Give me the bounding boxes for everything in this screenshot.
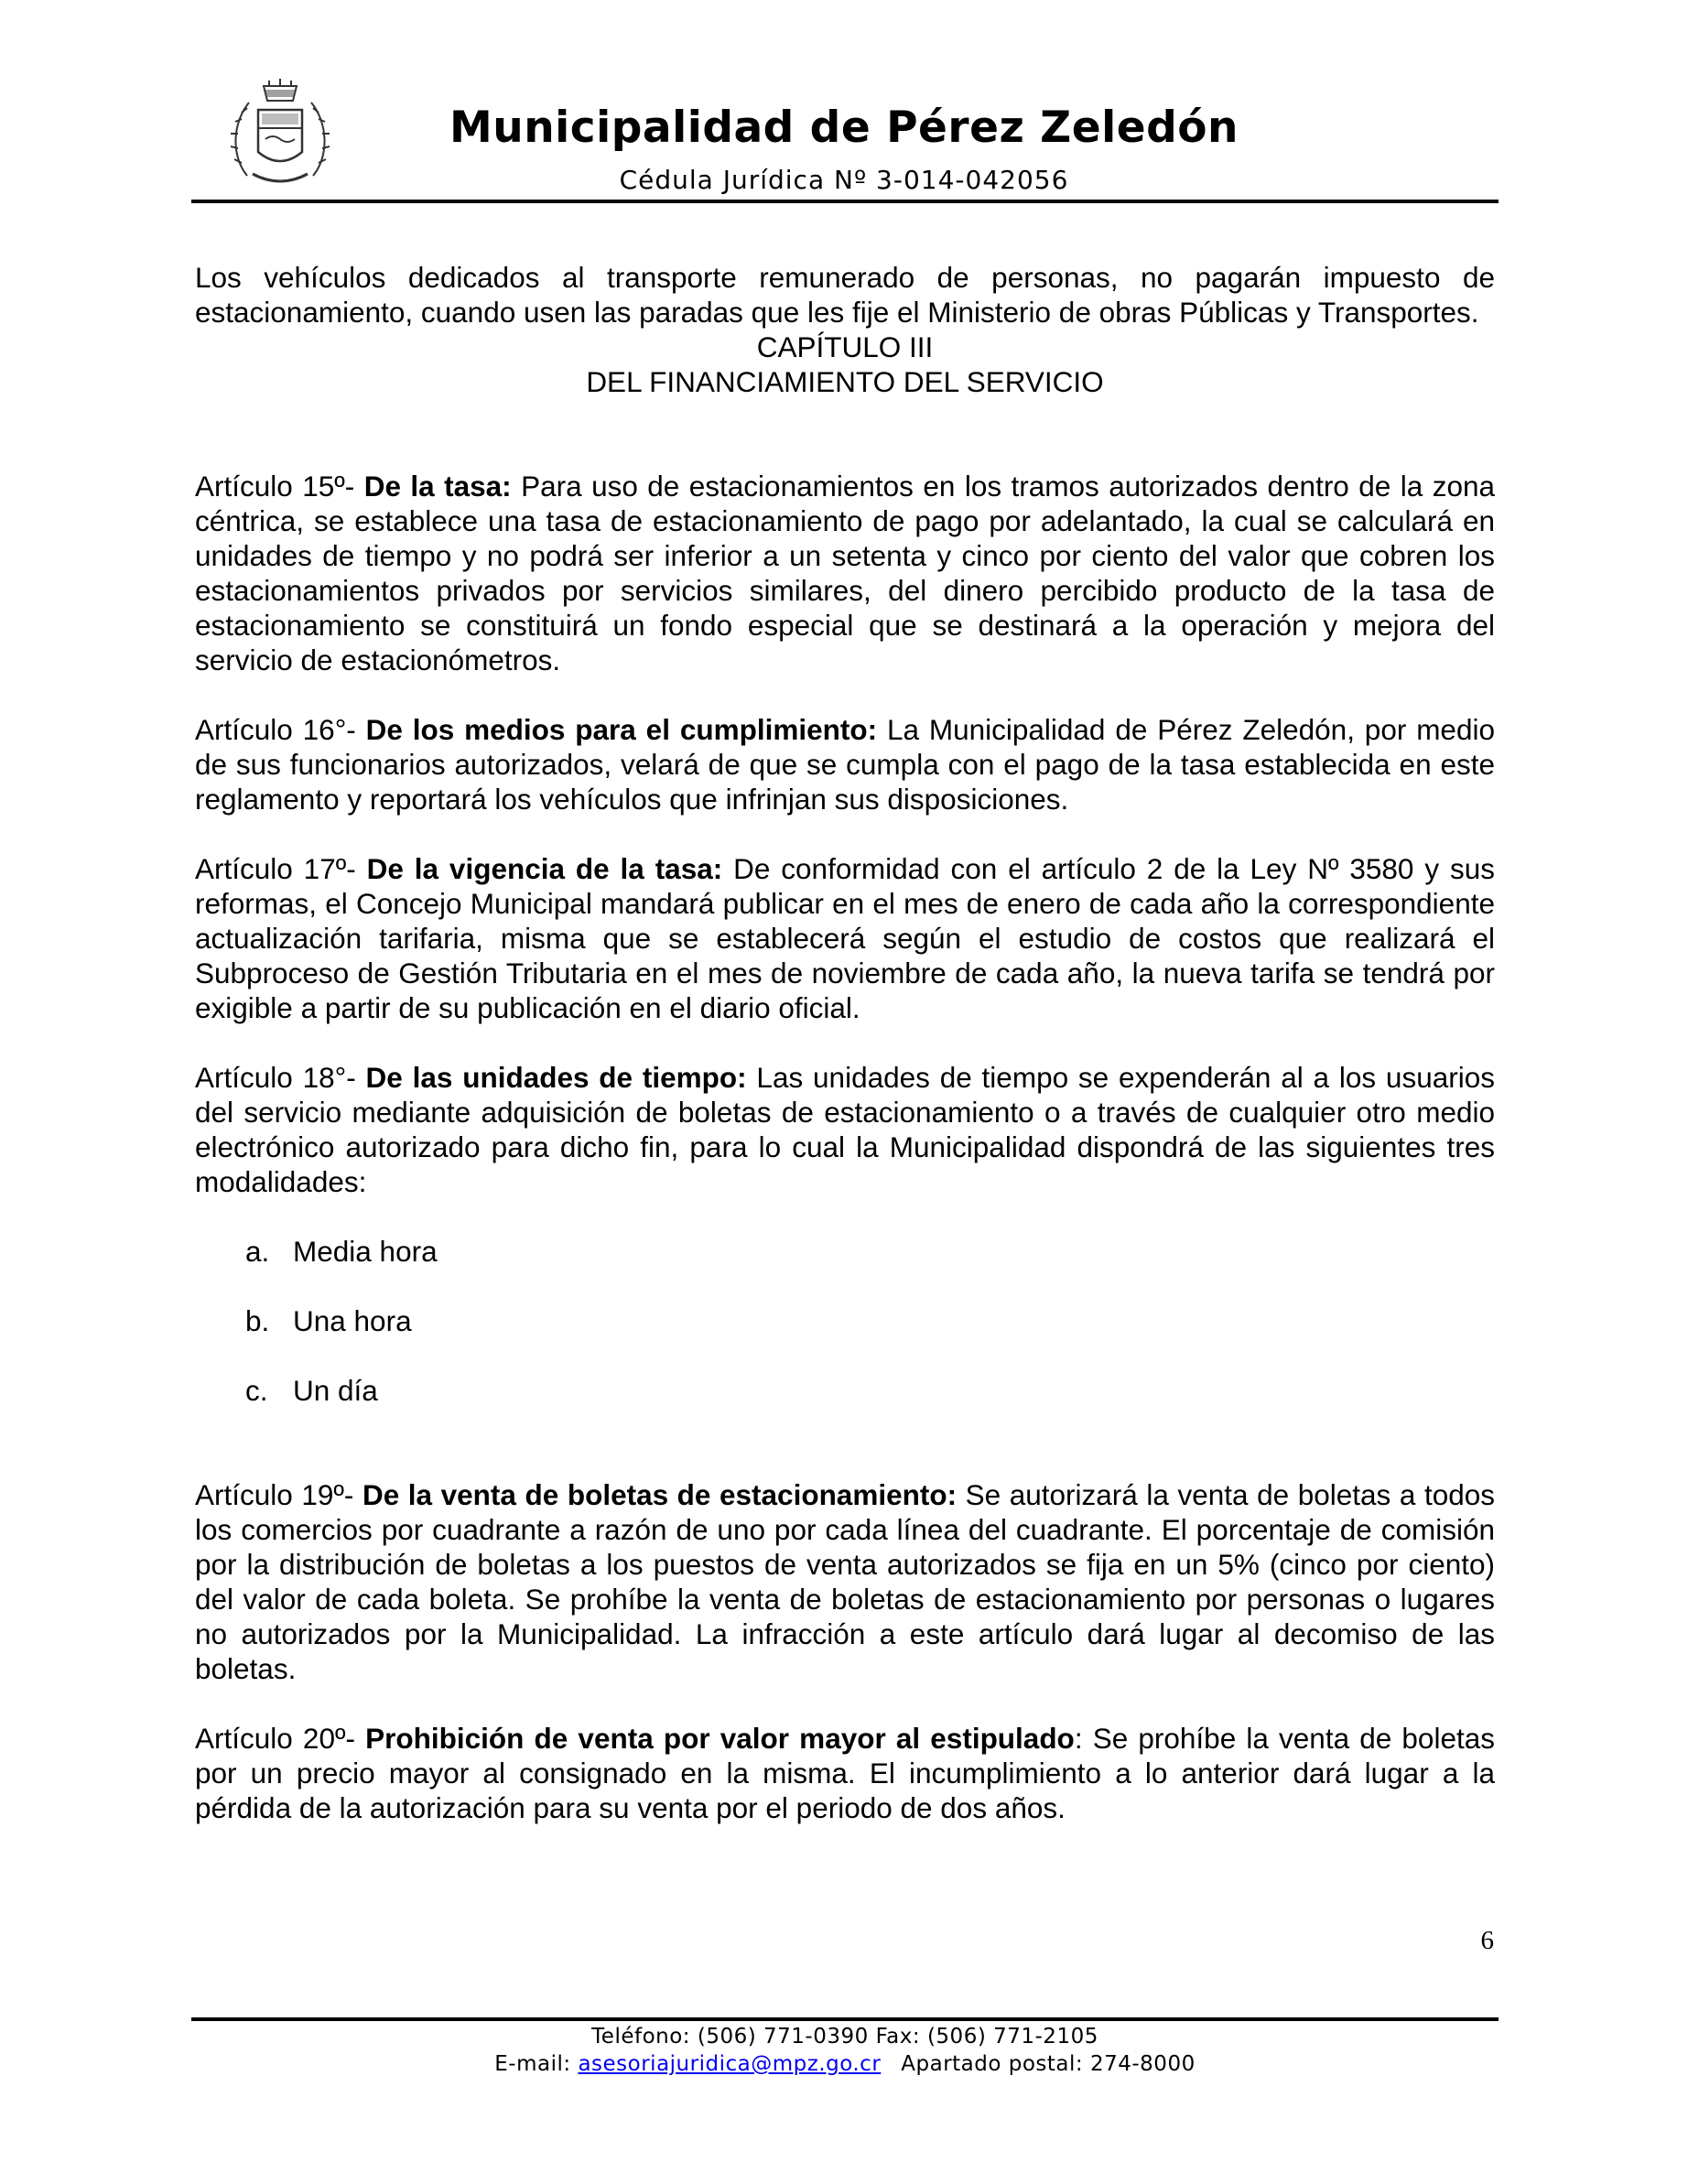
list-marker: a. (245, 1235, 270, 1268)
municipal-seal-icon (229, 75, 331, 189)
page-number: 6 (1480, 1926, 1494, 1955)
organization-title: Municipalidad de Pérez Zeledón (449, 103, 1239, 153)
article-text: Las unidades de tiempo se expenderán al a los usuarios del servicio mediante adquisición de boletas de estacionamiento o a través de cualquier otro medio electrónico autorizado para dicho fin, para lo cual la Municipalidad dispondrá de las siguientes tres modalidades: (195, 1061, 1495, 1198)
footer-contact-line (191, 2052, 1499, 2076)
article-prefix: Artículo 20º- (195, 1722, 366, 1755)
article-prefix: Artículo 16°- (195, 713, 366, 746)
header-divider (191, 200, 1499, 203)
article-text: Se autorizará la venta de boletas a todos los comercios por cuadrante a razón de uno por cada línea del cuadrante. El porcentaje de comisión por la distribución de boletas a los puestos de venta autorizados se fija en un 5% (cinco por ciento) del valor de cada boleta. Se prohíbe la venta de boletas de estacionamiento por personas o lugares no autorizados por la Municipalidad. La infracción a este artículo dará lugar al decomiso de las boletas. (195, 1478, 1495, 1685)
article-text: Para uso de estacionamientos en los tramos autorizados dentro de la zona céntrica, se establece una tasa de estacionamiento de pago por adelantado, la cual se calculará en unidades de tiempo y no podrá ser inferior a un setenta y cinco por ciento del valor que cobren los estacionamientos privados por servicios similares, del dinero percibido producto de la tasa de estacionamiento se constituirá un fondo especial que se destinará a la operación y mejora del servicio de estacionómetros. (195, 470, 1495, 676)
article-text: La Municipalidad de Pérez Zeledón, por medio de sus funcionarios autorizados, velará de que se cumpla con el pago de la tasa establecida en este reglamento y reportará los vehículos que infrinjan sus disposiciones. (195, 713, 1495, 816)
article-prefix: Artículo 19º- (195, 1478, 362, 1511)
article-text: : Se prohíbe la venta de boletas por un precio mayor al consignado en la misma. El incumplimiento a lo anterior dará lugar a la pérdida de la autorización para su venta por el periodo de dos años. (195, 1722, 1495, 1824)
intro-paragraph: Los vehículos dedicados al transporte remunerado de personas, no pagarán impuesto de estacionamiento, cuando usen las paradas que les fije el Ministerio de obras Públicas y Transportes. (195, 261, 1495, 329)
email-label: E-mail: (494, 2052, 579, 2076)
article-heading: De los medios para el cumplimiento: (365, 713, 878, 746)
email-link[interactable]: asesoriajuridica@mpz.go.cr (578, 2052, 882, 2076)
list-item (195, 1234, 1495, 1269)
list-marker: c. (245, 1374, 268, 1407)
article-heading: De la vigencia de la tasa: (366, 852, 723, 885)
article-prefix: Artículo 15º- (195, 470, 364, 503)
list-item-label: Una hora (293, 1304, 412, 1337)
postal-address: Apartado postal: 274-8000 (901, 2052, 1196, 2076)
article-15 (195, 469, 1495, 677)
list-item-label: Un día (293, 1374, 378, 1407)
article-18 (195, 1060, 1495, 1199)
article-prefix: Artículo 17º- (195, 852, 367, 885)
article-text: De conformidad con el artículo 2 de la Ley Nº 3580 y sus reformas, el Concejo Municipal mandará publicar en el mes de enero de cada año la correspondiente actualización tarifaria, misma que se establecerá según el estudio de costos que realizará el Subproceso de Gestión Tributaria en el mes de noviembre de cada año, la nueva tarifa se tendrá por exigible a partir de su publicación en el diario oficial. (195, 852, 1495, 1024)
article-prefix: Artículo 18°- (195, 1061, 366, 1094)
list-item-label: Media hora (293, 1235, 438, 1268)
article-heading: De la tasa: (363, 470, 512, 503)
article-16 (195, 712, 1495, 816)
article-20 (195, 1721, 1495, 1825)
article-heading: De las unidades de tiempo: (365, 1061, 747, 1094)
document-body (195, 260, 1495, 1825)
article-19 (195, 1477, 1495, 1686)
legal-id-line: Cédula Jurídica Nº 3-014-042056 (619, 165, 1069, 195)
article-heading: Prohibición de venta por valor mayor al estipulado (365, 1722, 1075, 1755)
chapter-number: CAPÍTULO III (756, 330, 934, 363)
footer-divider (191, 2017, 1499, 2021)
list-marker: b. (245, 1304, 270, 1337)
footer-phone-line: Teléfono: (506) 771-0390 Fax: (506) 771-2105 (591, 2025, 1098, 2049)
article-heading: De la venta de boletas de estacionamiento: (362, 1478, 958, 1511)
list-item (195, 1373, 1495, 1408)
modalidades-list (195, 1234, 1495, 1408)
article-17 (195, 851, 1495, 1025)
chapter-title: DEL FINANCIAMIENTO DEL SERVICIO (586, 365, 1104, 398)
list-item (195, 1303, 1495, 1338)
